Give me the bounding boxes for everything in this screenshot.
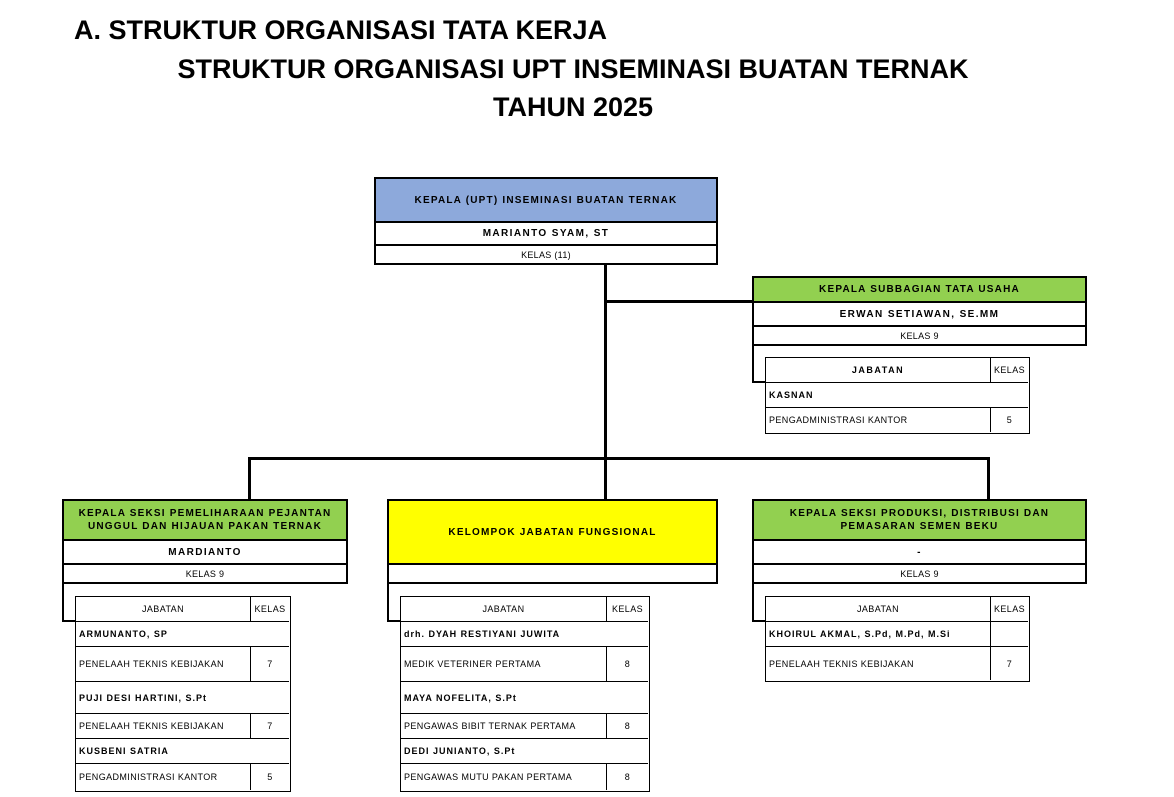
head-kelas: KELAS (11)	[521, 249, 571, 260]
staff-name: PUJI DESI HARTINI, S.Pt	[76, 682, 289, 714]
table-header-kelas: KELAS	[991, 597, 1028, 622]
staff-kelas: 7	[251, 647, 289, 682]
staff-jabatan: MEDIK VETERINER PERTAMA	[401, 647, 607, 682]
tu-name: ERWAN SETIAWAN, SE.MM	[754, 303, 1085, 327]
connector-fungsional-table-h	[387, 620, 401, 622]
table-header-jabatan: JABATAN	[766, 597, 991, 622]
connector-seksi2-table	[752, 582, 754, 622]
staff-kelas: 8	[624, 772, 631, 782]
head-title: KEPALA (UPT) INSEMINASI BUATAN TERNAK	[376, 179, 716, 223]
staff-jabatan: PENGADMINISTRASI KANTOR	[766, 408, 991, 432]
seksi1-box	[62, 499, 348, 584]
connector-horizontal-bus	[248, 457, 990, 460]
seksi1-name: MARDIANTO	[64, 541, 346, 565]
table-header-kelas: KELAS	[251, 597, 289, 622]
connector-fungsional-table	[387, 582, 389, 622]
seksi2-kelas: KELAS 9	[900, 568, 939, 579]
seksi2-staff-table	[765, 596, 1030, 682]
staff-name: MAYA NOFELITA, S.Pt	[401, 682, 648, 714]
staff-name: KUSBENI SATRIA	[76, 739, 289, 764]
table-header-jabatan: JABATAN	[766, 358, 991, 383]
connector-seksi1-table	[62, 582, 64, 622]
staff-jabatan: PENGAWAS BIBIT TERNAK PERTAMA	[401, 714, 607, 739]
staff-jabatan: PENELAAH TEKNIS KEBIJAKAN	[76, 647, 251, 682]
staff-jabatan: PENELAAH TEKNIS KEBIJAKAN	[76, 714, 251, 739]
seksi1-title: KEPALA SEKSI PEMELIHARAAN PEJANTAN UNGGUL DAN HIJAUAN PAKAN TERNAK	[64, 501, 346, 541]
staff-name-kelas-empty	[991, 622, 1028, 647]
connector-tu-table	[752, 345, 754, 383]
staff-name: KASNAN	[766, 383, 1028, 408]
seksi2-title: KEPALA SEKSI PRODUKSI, DISTRIBUSI DAN PEMASARAN SEMEN BEKU	[754, 501, 1085, 541]
staff-jabatan: PENGAWAS MUTU PAKAN PERTAMA	[401, 764, 607, 790]
tu-kelas: KELAS 9	[900, 330, 939, 341]
connector-left-drop	[248, 457, 251, 500]
seksi1-kelas: KELAS 9	[185, 568, 225, 579]
staff-kelas: 8	[607, 647, 648, 682]
staff-name: ARMUNANTO, SP	[76, 622, 289, 647]
head-name: MARIANTO SYAM, ST	[376, 223, 716, 246]
tu-box	[752, 276, 1087, 346]
staff-kelas: 8	[607, 714, 648, 739]
chart-title: STRUKTUR ORGANISASI UPT INSEMINASI BUATAN TERNAK	[177, 54, 969, 84]
staff-name: KHOIRUL AKMAL, S.Pd, M.Pd, M.Si	[766, 622, 991, 647]
connector-right-drop	[987, 457, 990, 500]
connector-tu-table-h	[752, 381, 766, 383]
tu-staff-table	[765, 357, 1030, 434]
fungsional-staff-table	[400, 596, 650, 792]
seksi2-box	[752, 499, 1087, 584]
connector-seksi1-table-h	[62, 620, 76, 622]
staff-name: drh. DYAH RESTIYANI JUWITA	[401, 622, 648, 647]
table-header-jabatan: JABATAN	[76, 597, 251, 622]
fungsional-title: KELOMPOK JABATAN FUNGSIONAL	[389, 501, 716, 565]
fungsional-kelas-row	[389, 565, 716, 582]
section-title: A. STRUKTUR ORGANISASI TATA KERJA	[74, 15, 607, 45]
head-box	[374, 177, 718, 265]
staff-jabatan: PENGADMINISTRASI KANTOR	[76, 764, 251, 790]
staff-kelas: 5	[1006, 415, 1013, 425]
connector-tu-horizontal	[604, 300, 754, 303]
table-header-kelas: KELAS	[607, 597, 648, 622]
seksi1-staff-table	[75, 596, 291, 792]
staff-kelas: 5	[267, 772, 273, 782]
staff-kelas: 7	[251, 714, 289, 739]
table-header-kelas: KELAS	[991, 358, 1028, 383]
staff-name: DEDI JUNIANTO, S.Pt	[401, 739, 648, 764]
fungsional-box	[387, 499, 718, 584]
table-header-jabatan: JABATAN	[401, 597, 607, 622]
chart-year: TAHUN 2025	[492, 92, 654, 122]
connector-seksi2-table-h	[752, 620, 766, 622]
seksi2-name: -	[754, 541, 1085, 565]
staff-jabatan: PENELAAH TEKNIS KEBIJAKAN	[766, 647, 991, 680]
tu-title: KEPALA SUBBAGIAN TATA USAHA	[754, 278, 1085, 303]
staff-kelas: 7	[1006, 658, 1013, 669]
